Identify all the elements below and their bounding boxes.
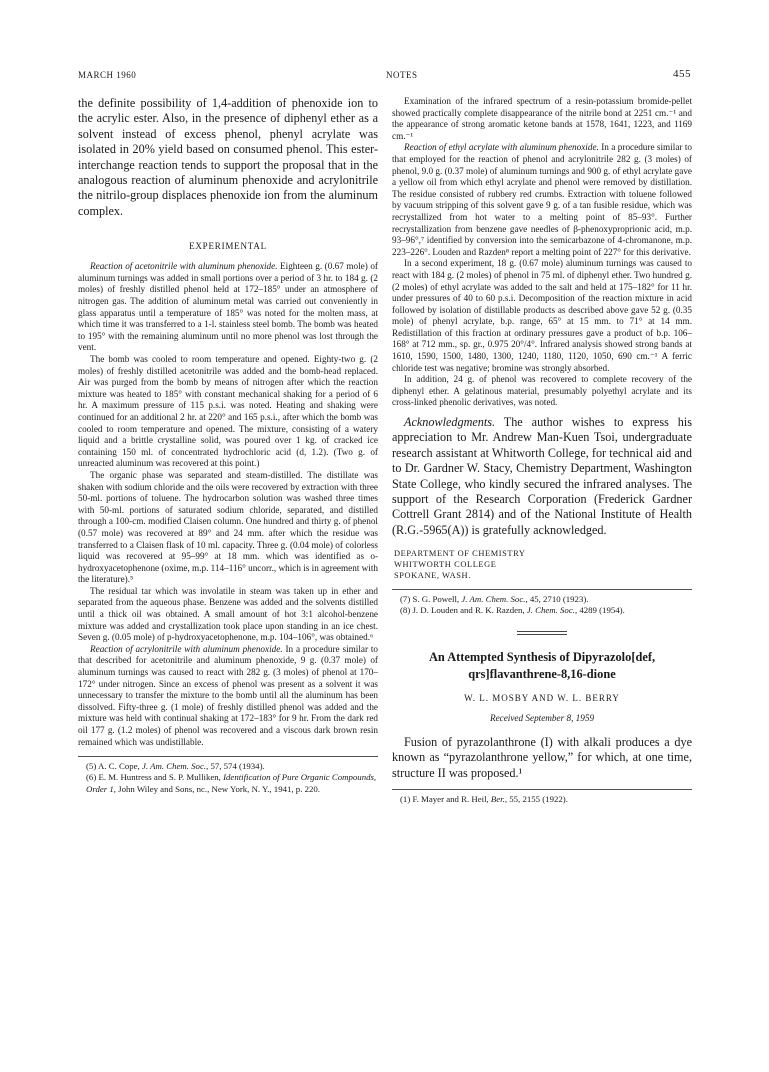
footnote-rule xyxy=(392,589,692,590)
running-head-date: MARCH 1960 xyxy=(78,70,137,80)
article-title-line-2: qrs]flavanthrene-8,16-dione xyxy=(468,666,616,681)
right-column xyxy=(392,96,692,805)
article-title-line-1: An Attempted Synthesis of Dipyrazolo[def, xyxy=(428,649,656,664)
footnote-8 xyxy=(392,605,692,616)
acetonitrile-reaction-paragraph xyxy=(78,261,378,354)
address-college: WHITWORTH COLLEGE xyxy=(394,560,497,570)
footnote-8-authors: (8) J. D. Louden and R. K. Razden, xyxy=(400,605,527,616)
author-address xyxy=(394,548,692,581)
footnote-1-authors: (1) F. Mayer and R. Heil, xyxy=(400,793,491,804)
footnote-rule xyxy=(392,789,692,790)
footnote-8-citation: , 4289 (1954). xyxy=(574,605,625,616)
running-head-section: NOTES xyxy=(386,70,418,80)
footnote-6 xyxy=(78,772,378,794)
footnote-rule xyxy=(78,756,378,757)
left-column xyxy=(78,96,378,795)
footnote-7 xyxy=(392,594,692,605)
ethyl-acrylate-body: In a procedure similar to that employed for the reaction of phenol and acrylonitrile 282 g. (3 moles) of phenol, 9.0 g. (0.37 mole) of aluminum turnings and 900 g. of ethyl acrylate gave a yellow oil from which ethyl acrylate and phenol were removed by distillation. The residue consisted of rubbery red crumbs. Extraction with toluene followed by vacuum stripping of this solvent gave 9 g. of a tan fusible residue, which was recrystallized from hot water to a melting point of 85–93°. Further recrystallization from benzene gave needles of β-phenoxyproprionic acid, m.p. 93–96°,⁷ identified by conversion into the semicarbazone of 4-chromanone, m.p. 223–226°. Louden and Razden⁸ report a melting point of 227° for this derivative. xyxy=(392,142,693,257)
footnote-1-citation: , 55, 2155 (1922). xyxy=(504,793,568,804)
footnote-6-authors: (6) E. M. Huntress and S. P. Mulliken, xyxy=(86,772,224,783)
received-date: Received September 8, 1959 xyxy=(489,712,595,723)
residual-tar-paragraph: The residual tar which was involatile in steam was taken up in ether and separated from the aqueous phase. Benzene was added and the solvents distilled until a thick oil was obtained. A small amount of hot 3:1 alcohol-benzene mixture was added and crystallization took place upon standing in an ice chest. Seven g. (0.05 mole) of p-hydroxyacetophenone, m.p. 104–106°, was obtained.⁶ xyxy=(78,585,378,643)
acknowledgments-paragraph xyxy=(392,415,692,538)
organic-phase-paragraph: The organic phase was separated and steam-distilled. The distillate was shaken with sodium chloride and the oils were recovered by extraction with three 50-ml. portions of toluene. The hydrocarbon solution was washed three times with 50-ml. portions of saturated sodium chloride, separated, and distilled through a 100-cm. modified Claisen column. One hundred and thirty g. of phenol (0.57 mole) was recovered at 89° and 24 mm. after which the residue was transferred to a Claisen flask of 10 ml. capacity. Three g. (0.04 mole) of colorless liquid was recovered at 95–99° at 18 mm. which was identified as o-hydroxyacetophenone (oxime, m.p. 114–116° uncorr., which is in agreement with the literature).⁵ xyxy=(78,469,378,585)
footnote-6-book: Identification of Pure Organic Compounds, Order 1 xyxy=(86,772,377,794)
infrared-paragraph: Examination of the infrared spectrum of a resin-potassium bromide-pellet showed practically complete disappearance of the nitrile bond at 2251 cm.⁻¹ and the appearance of strong aromatic ketone bands at 1578, 1641, 1223, and 1169 cm.⁻¹ xyxy=(392,96,692,141)
footnote-7-citation: , 45, 2710 (1923). xyxy=(525,594,589,605)
footnote-1 xyxy=(392,794,692,805)
acknowledgments-title: Acknowledgments. xyxy=(404,415,496,430)
address-department: DEPARTMENT OF CHEMISTRY xyxy=(394,549,526,559)
second-experiment-paragraph: In a second experiment, 18 g. (0.67 mole) aluminum turnings was caused to react with 184 g. (2 moles) of phenol in 75 ml. of diphenyl ether. Two hundred g. (2 moles) of ethyl acrylate was added to the salt and held at 175–182° for 11 hr. under pressures of 40 to 60 p.s.i. Decomposition of the reaction mixture in acid followed by isolation of distillable products as described above gave 52 g. (0.35 mole) of phenyl acrylate, b.p. range, 65° at 15 mm. to 71° at 14 mm. Redistillation of this fraction at ordinary pressures gave a product of b.p. 106–168° at 712 mm., sp. gr., 0.975 20°/4°. Infrared analysis showed strong bands at 1610, 1590, 1500, 1480, 1300, 1240, 1180, 1120, 1050, 690 cm.⁻¹ A ferric chloride test was negative; bromine was strongly absorbed. xyxy=(392,258,692,373)
footnote-5-authors: (5) A. C. Cope, xyxy=(86,761,142,772)
page-number: 455 xyxy=(673,68,691,80)
acetonitrile-reaction-title: Reaction of acetonitrile with aluminum phenoxide. xyxy=(90,261,278,272)
ethyl-acrylate-paragraph xyxy=(392,142,692,258)
article-divider xyxy=(517,631,567,635)
ethyl-acrylate-title: Reaction of ethyl acrylate with aluminum phenoxide. xyxy=(404,142,599,153)
article-authors: W. L. MOSBY AND W. L. BERRY xyxy=(464,692,620,703)
intro-paragraph: the definite possibility of 1,4-addition of phenoxide ion to the acrylic ester. Also, in the presence of diphenyl ether as a solvent instead of excess phenol, phenyl acrylate was isolated in 20% yield based on consumed phenol. This ester-interchange reaction tends to support the proposal that in the analogous reaction of aluminum phenoxide and acrylonitrile the nitrilo-group displaces phenoxide ion from the aluminum complex. xyxy=(78,96,378,218)
footnote-8-journal: J. Chem. Soc. xyxy=(526,605,575,616)
bomb-cooling-paragraph: The bomb was cooled to room temperature and opened. Eighty-two g. (2 moles) of freshly distilled acetonitrile was added and the bomb-head replaced. Air was purged from the bomb by means of nitrogen after which the reaction mixture was heated to 185° with constant mechanical shaking for a period of 6 hr. A maximum pressure of 115 p.s.i. was noted. Heating and shaking were continued for an additional 2 hr. at 220° and 165 p.s.i., after which the bomb was cooled to room temperature and opened. The mixture, consisting of a watery liquid and a brittle crystalline solid, was poured over 1 kg. of cracked ice containing 150 ml. of concentrated hydrochloric acid (d, 1.2). (Two g. of unreacted aluminum was recovered at this point.) xyxy=(78,354,378,469)
footnote-7-authors: (7) S. G. Powell, xyxy=(400,594,462,605)
acetonitrile-reaction-body: Eighteen g. (0.67 mole) of aluminum turnings was added in small portions over a period of 3 hr. to 184 g. (2 moles) of freshly distilled phenol held at 172–185° under an atmosphere of nitrogen gas. The addition of aluminum metal was carried out conveniently in glass apparatus until a temperature of 185° was noted for the molten mass, at which time it was transferred to a 1-l. stainless steel bomb. The bomb was heated to 195° with the remaining aluminum until no more phenol was lost through the vent. xyxy=(78,261,378,353)
experimental-heading: EXPERIMENTAL xyxy=(189,241,267,252)
footnote-7-journal: J. Am. Chem. Soc. xyxy=(461,594,526,605)
footnote-1-journal: Ber. xyxy=(490,793,505,804)
acrylonitrile-reaction-paragraph xyxy=(78,644,378,748)
footnote-5-citation: , 57, 574 (1934). xyxy=(206,761,265,772)
article-title xyxy=(392,649,692,683)
phenol-recovery-paragraph: In addition, 24 g. of phenol was recovered to complete recovery of the diphenyl ether. A gelatinous material, presumably polyethyl acrylate and its cross-linked phenolic derivatives, was noted. xyxy=(392,374,692,408)
acrylonitrile-reaction-title: Reaction of acrylonitrile with aluminum phenoxide. xyxy=(90,643,283,654)
acknowledgments-body: The author wishes to express his appreciation to Mr. Andrew Man-Kuen Tsoi, undergraduate research assistant at Whitworth College, for technical aid and to Dr. Gardner W. Stacy, Chemistry Department, Washington State College, who kindly secured the infrared analyses. The support of the Research Corporation (Frederick Gardner Cottrell Grant 2814) and of the National Institute of Health (R.G.-5965(A)) is gratefully acknowledged. xyxy=(392,415,692,537)
footnote-6-citation: , John Wiley and Sons, nc., New York, N. Y., 1941, p. 220. xyxy=(113,783,320,794)
acrylonitrile-reaction-body: In a procedure similar to that described for acetonitrile and aluminum phenoxide, 9 g. (0.37 mole) of aluminum turnings was caused to react with 282 g. (3 moles) of phenol at 170–172° under nitrogen. Since an excess of phenol was present as a solvent it was unnecessary to transfer the mixture to the bomb until all the aluminum has been dissolved. Fifty-three g. (1 mole) of freshly distilled phenol was added and the mixture was held with continual shaking at 172–183° for 9 hr. From the dark red oil 177 g. (1.2 moles) of phenol was recovered and a viscous dark brown resin remained which was undistillable. xyxy=(78,643,379,747)
article-body-paragraph: Fusion of pyrazolanthrone (I) with alkali produces a dye known as “pyrazolanthrone yellow,” for which, at one time, structure II was proposed.¹ xyxy=(392,734,692,780)
footnote-5 xyxy=(78,761,378,772)
footnote-5-journal: J. Am. Chem. Soc. xyxy=(141,761,207,772)
address-city: SPOKANE, WASH. xyxy=(394,571,471,581)
